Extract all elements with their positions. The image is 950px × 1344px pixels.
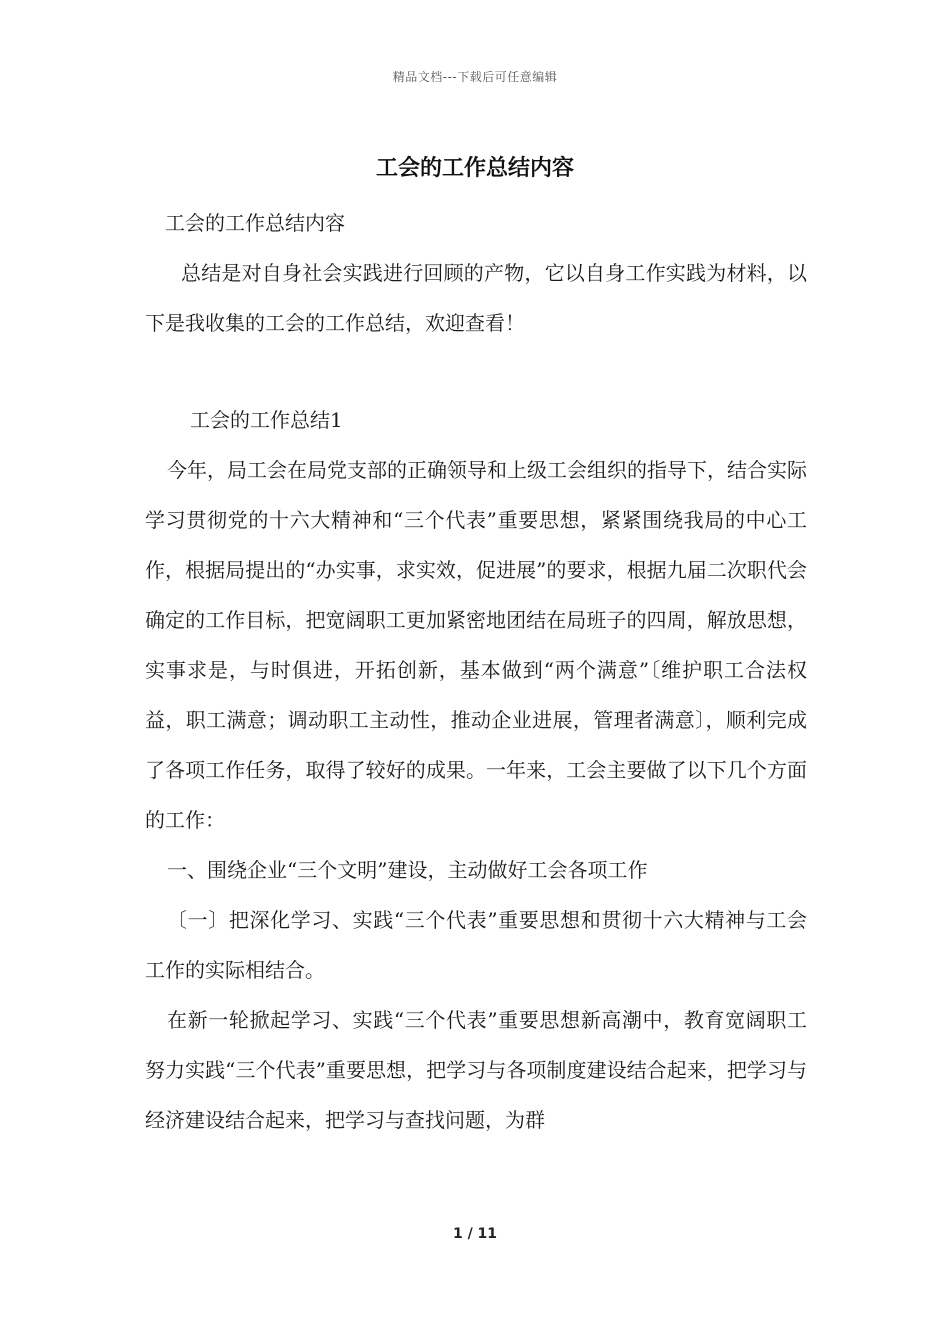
body-paragraph-heading: 一、围绕企业“三个文明”建设，主动做好工会各项工作 [167, 858, 648, 882]
page-number: 1 / 11 [452, 1226, 498, 1242]
body-paragraph: 〔一〕把深化学习、实践“三个代表”重要思想和贯彻十六大精神与工会工作的实际相结合。 [145, 908, 807, 982]
body-paragraph: 今年，局工会在局党支部的正确领导和上级工会组织的指导下，结合实际学习贯彻党的十六大精神和“三个代表”重要思想，紧紧围绕我局的中心工作，根据局提出的“办实事，求实效，促进展”的要求，根据九届二次职代会确定的工作目标，把宽阔职工更加紧密地团结在局班子的四周，解放思想，实事求是，与时俱进，开拓创新，基本做到“两个满意”〔维护职工合法权益，职工满意；调动职工主动性，推动企业进展，管理者满意〕，顺利完成了各项工作任务，取得了较好的成果。一年来，工会主要做了以下几个方面的工作： [145, 458, 807, 832]
intro-paragraph: 总结是对自身社会实践进行回顾的产物，它以自身工作实践为材料，以下是我收集的工会的工作总结，欢迎查看！ [145, 261, 807, 335]
document-title: 工会的工作总结内容 [375, 155, 574, 181]
body-content [145, 445, 807, 1145]
section-heading: 工会的工作总结1 [190, 408, 343, 432]
body-paragraph: 在新一轮掀起学习、实践“三个代表”重要思想新高潮中，教育宽阔职工努力实践“三个代表”重要思想，把学习与各项制度建设结合起来，把学习与经济建设结合起来，把学习与查找问题，为群 [145, 1008, 807, 1132]
header-note: 精品文档---下载后可任意编辑 [392, 70, 558, 84]
document-subtitle: 工会的工作总结内容 [165, 211, 345, 235]
